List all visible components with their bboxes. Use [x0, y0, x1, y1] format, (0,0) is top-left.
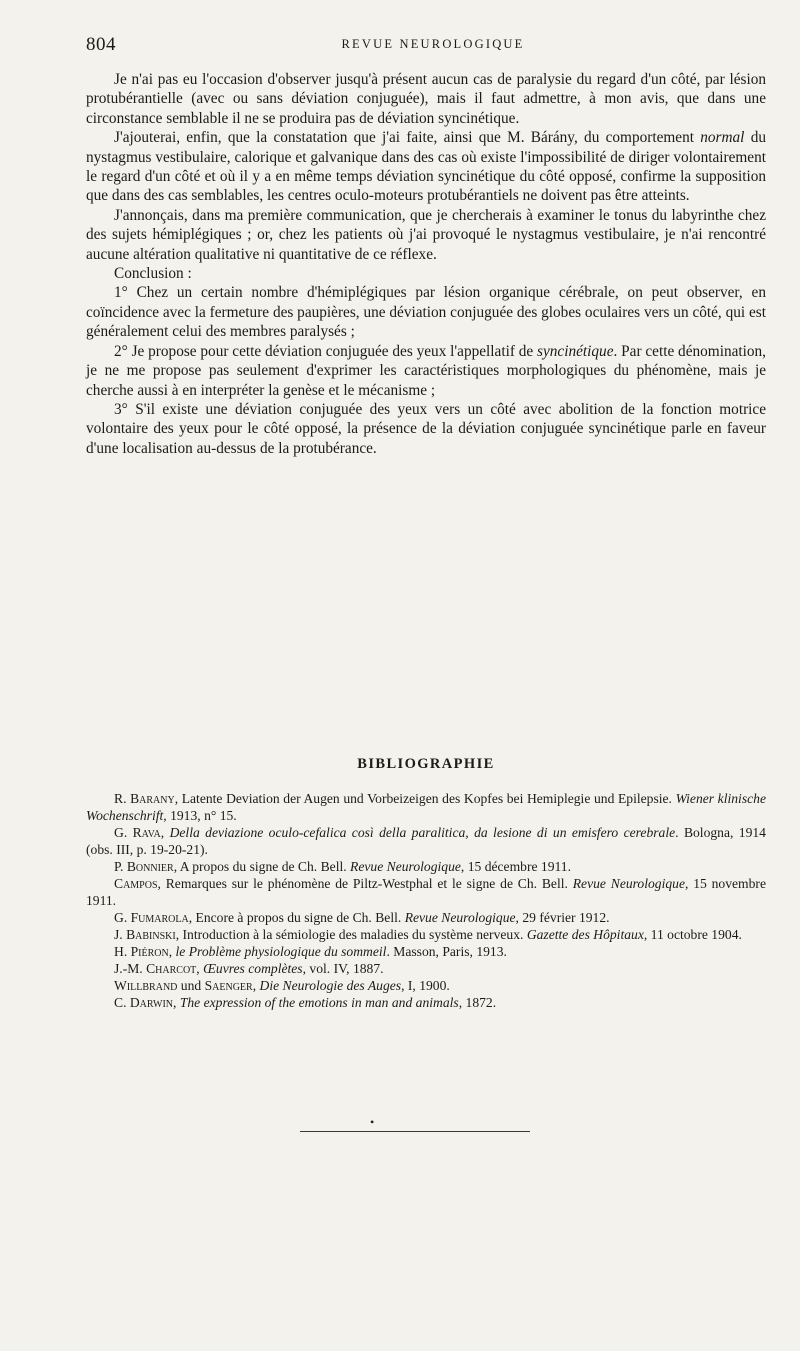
bibliography-entry: G. Rava, Della deviazione oculo-cefalica così della paralitica, da lesione di un emisfero cerebrale. Bologna, 1914 (obs. III, p. 19-20-21).: [86, 825, 766, 857]
bibliography-list: [86, 790, 766, 1011]
bibliography-entry: H. Piéron, le Problème physiologique du sommeil. Masson, Paris, 1913.: [114, 944, 507, 959]
bibliography-entry: C. Darwin, The expression of the emotions in man and animals, 1872.: [114, 995, 497, 1010]
bibliography-entry: J.-M. Charcot, Œuvres complètes, vol. IV, 1887.: [114, 961, 384, 976]
emphasis: normal: [700, 129, 745, 147]
paragraph: J'annonçais, dans ma première communication, que je chercherais à examiner le tonus du labyrinthe chez des sujets hémiplégiques ; or, chez les patients où j'ai provoqué le nystagmus vestibulaire, je n'ai rencontré aucune altération qualitative ni quantitative de ce réflexe.: [86, 206, 766, 263]
section-bullet: •: [370, 1115, 375, 1129]
page-header: [86, 34, 780, 58]
emphasis: syncinétique: [537, 342, 614, 360]
paragraph: J'ajouterai, enfin, que la constatation que j'ai faite, ainsi que M. Bárány, du comportement normal du nystagmus vestibulaire, calorique et galvanique dans des cas où existe l'impossibilité de diriger volontairement le regard d'un côté et où il y a en même temps déviation syncinétique du côté opposé, confirme la supposition que dans des cas semblables, les centres oculo-moteurs protubérantiels ne doivent pas être atteints.: [86, 129, 766, 205]
bibliography-title: BIBLIOGRAPHIE: [357, 756, 495, 772]
body-text: [86, 70, 766, 458]
conclusion-item: 3° S'il existe une déviation conjuguée des yeux vers un côté avec abolition de la fonction motrice volontaire des yeux pour le côté opposé, la présence de la déviation conjuguée syncinétique parle en faveur d'une localisation au-dessus de la protubérance.: [86, 400, 766, 457]
bibliography-entry: P. Bonnier, A propos du signe de Ch. Bell. Revue Neurologique, 15 décembre 1911.: [114, 859, 572, 874]
bibliography-entry: Willbrand und Saenger, Die Neurologie des Auges, I, 1900.: [114, 978, 450, 993]
bibliography-entry: Campos, Remarques sur le phénomène de Piltz-Westphal et le signe de Ch. Bell. Revue Neurologique, 15 novembre 1911.: [86, 876, 766, 908]
bibliography-entry: R. Barany, Latente Deviation der Augen und Vorbeizeigen des Kopfes bei Hemiplegie und Epilepsie. Wiener klinische Wochenschrift, 1913, n° 15.: [86, 791, 766, 823]
conclusion-item: 2° Je propose pour cette déviation conjuguée des yeux l'appellatif de syncinétique. Par cette dénomination, je ne me propose pas seulement d'exprimer les caractéristiques morphologiques du phénomène, mais je cherche aussi à en interpréter la genèse et le mécanisme ;: [86, 342, 766, 399]
bibliography-entry: J. Babinski, Introduction à la sémiologie des maladies du système nerveux. Gazette des Hôpitaux, 11 octobre 1904.: [114, 927, 742, 942]
conclusion-item: 1° Chez un certain nombre d'hémiplégiques par lésion organique cérébrale, on peut observer, en coïncidence avec la fermeture des paupières, une déviation conjuguée des globes oculaires vers un côté, qui est généralement celui des membres paralysés ;: [86, 284, 766, 341]
end-rule: [300, 1131, 530, 1132]
running-head: REVUE NEUROLOGIQUE: [341, 37, 525, 51]
conclusion-heading: Conclusion :: [114, 265, 192, 283]
paragraph: Je n'ai pas eu l'occasion d'observer jusqu'à présent aucun cas de paralysie du regard d'un côté, par lésion protubérantielle (avec ou sans déviation conjuguée), mais il faut admettre, à mon avis, que dans une circonstance semblable il ne se produira pas de déviation syncinétique.: [86, 71, 766, 127]
page-number: 804: [86, 34, 116, 55]
bibliography-entry: G. Fumarola, Encore à propos du signe de Ch. Bell. Revue Neurologique, 29 février 1912.: [114, 910, 610, 925]
